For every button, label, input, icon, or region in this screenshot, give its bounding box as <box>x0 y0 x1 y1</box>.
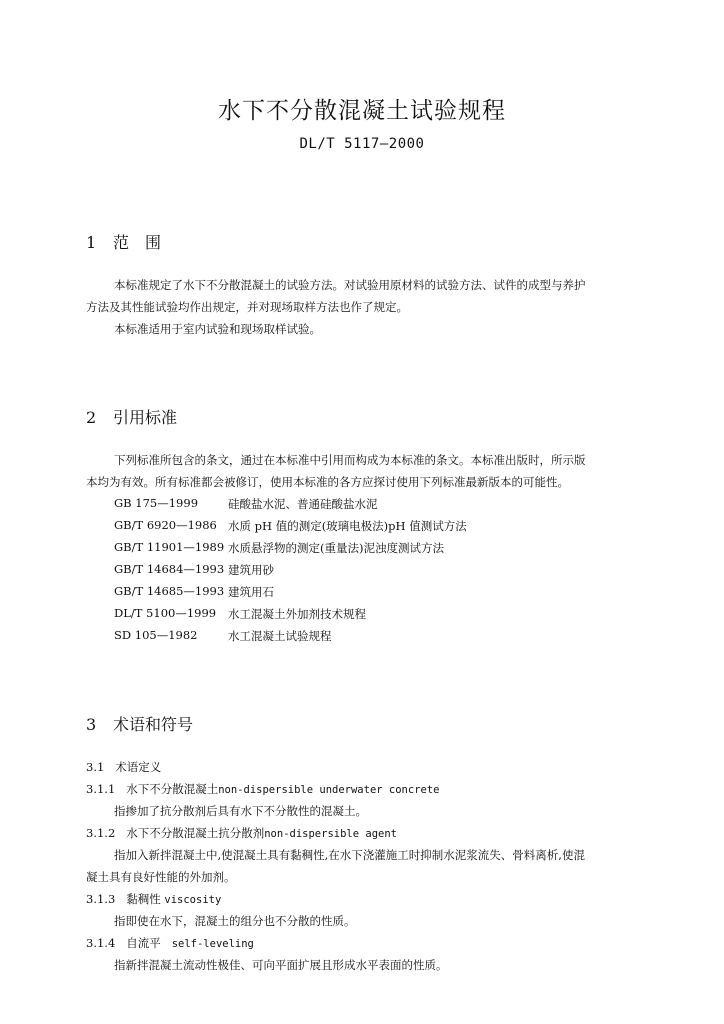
reference-title: 水工混凝土试验规程 <box>228 629 332 643</box>
reference-title: 水工混凝土外加剂技术规程 <box>228 607 366 621</box>
reference-code: GB/T 11901—1989 <box>114 540 225 554</box>
term-number: 3.1.3 <box>86 892 116 906</box>
term-chinese: 水下不分散混凝土 <box>126 782 219 796</box>
section-number: 1 <box>86 233 97 252</box>
subsection-number: 3.1 <box>86 760 105 774</box>
section-2-paragraph-line: 本均为有效。所有标准都会被修订，使用本标准的各方应探讨使用下列标准最新版本的可能性。 <box>86 475 569 489</box>
reference-code: GB/T 6920—1986 <box>114 518 217 532</box>
section-3-heading <box>86 712 193 735</box>
term-english: self-leveling <box>171 938 254 950</box>
section-title: 引用标准 <box>113 408 178 427</box>
document-title: 水下不分散混凝土试验规程 <box>218 98 506 124</box>
reference-code: GB 175—1999 <box>114 496 199 510</box>
term-chinese: 黏稠性 <box>126 892 161 906</box>
section-1-paragraph-line: 方法及其性能试验均作出规定，并对现场取样方法也作了规定。 <box>86 300 408 314</box>
term-chinese: 自流平 <box>126 936 161 950</box>
term-definition: 指掺加了抗分散剂后具有水下不分散性的混凝土。 <box>114 804 367 818</box>
section-1-heading <box>86 230 161 253</box>
reference-title: 硅酸盐水泥、普通硅酸盐水泥 <box>228 497 378 511</box>
term-chinese: 水下不分散混凝土抗分散剂 <box>126 826 265 840</box>
section-number: 3 <box>86 715 97 734</box>
reference-code: SD 105—1982 <box>114 628 198 642</box>
subsection-title: 术语定义 <box>115 760 162 774</box>
term-3-1-1 <box>86 781 440 797</box>
standard-code: DL/T 5117—2000 <box>299 136 425 152</box>
term-definition: 指新拌混凝土流动性极佳、可向平面扩展且形成水平表面的性质。 <box>114 958 448 972</box>
reference-code: DL/T 5100—1999 <box>114 606 217 620</box>
term-definition-line: 指加入新拌混凝土中,使混凝土具有黏稠性,在水下浇灌施工时抑制水泥浆流失、骨料离析,使混 <box>114 848 585 862</box>
term-english: non-dispersible agent <box>264 828 397 840</box>
reference-title: 建筑用石 <box>228 585 274 599</box>
term-number: 3.1.4 <box>86 936 116 950</box>
section-number: 2 <box>86 408 97 427</box>
term-definition: 指即使在水下，混凝土的组分也不分散的性质。 <box>114 914 356 928</box>
term-3-1-3 <box>86 891 221 907</box>
reference-title: 建筑用砂 <box>228 563 274 577</box>
term-3-1-2 <box>86 825 397 841</box>
reference-code: GB/T 14685—1993 <box>114 584 225 598</box>
term-english: non-dispersible underwater concrete <box>218 784 440 796</box>
reference-title: 水质 pH 值的测定(玻璃电极法)pH 值测试方法 <box>228 519 467 533</box>
section-2-paragraph-line: 下列标准所包含的条文，通过在本标准中引用而构成为本标准的条文。本标准出版时，所示版 <box>114 453 586 467</box>
subsection-3-1 <box>86 759 161 775</box>
term-english: viscosity <box>164 894 222 906</box>
section-1-paragraph-line: 本标准规定了水下不分散混凝土的试验方法。对试验用原材料的试验方法、试件的成型与养护 <box>114 278 586 292</box>
reference-code: GB/T 14684—1993 <box>114 562 225 576</box>
section-1-paragraph: 本标准适用于室内试验和现场取样试验。 <box>114 322 321 336</box>
term-3-1-4 <box>86 935 254 951</box>
section-2-heading <box>86 405 177 428</box>
term-number: 3.1.1 <box>86 782 116 796</box>
term-number: 3.1.2 <box>86 826 116 840</box>
section-title: 范 围 <box>113 233 162 252</box>
term-definition-line: 凝土具有良好性能的外加剂。 <box>86 870 236 884</box>
section-title: 术语和符号 <box>113 715 194 734</box>
reference-title: 水质悬浮物的测定(重量法)泥浊度测试方法 <box>228 541 444 555</box>
